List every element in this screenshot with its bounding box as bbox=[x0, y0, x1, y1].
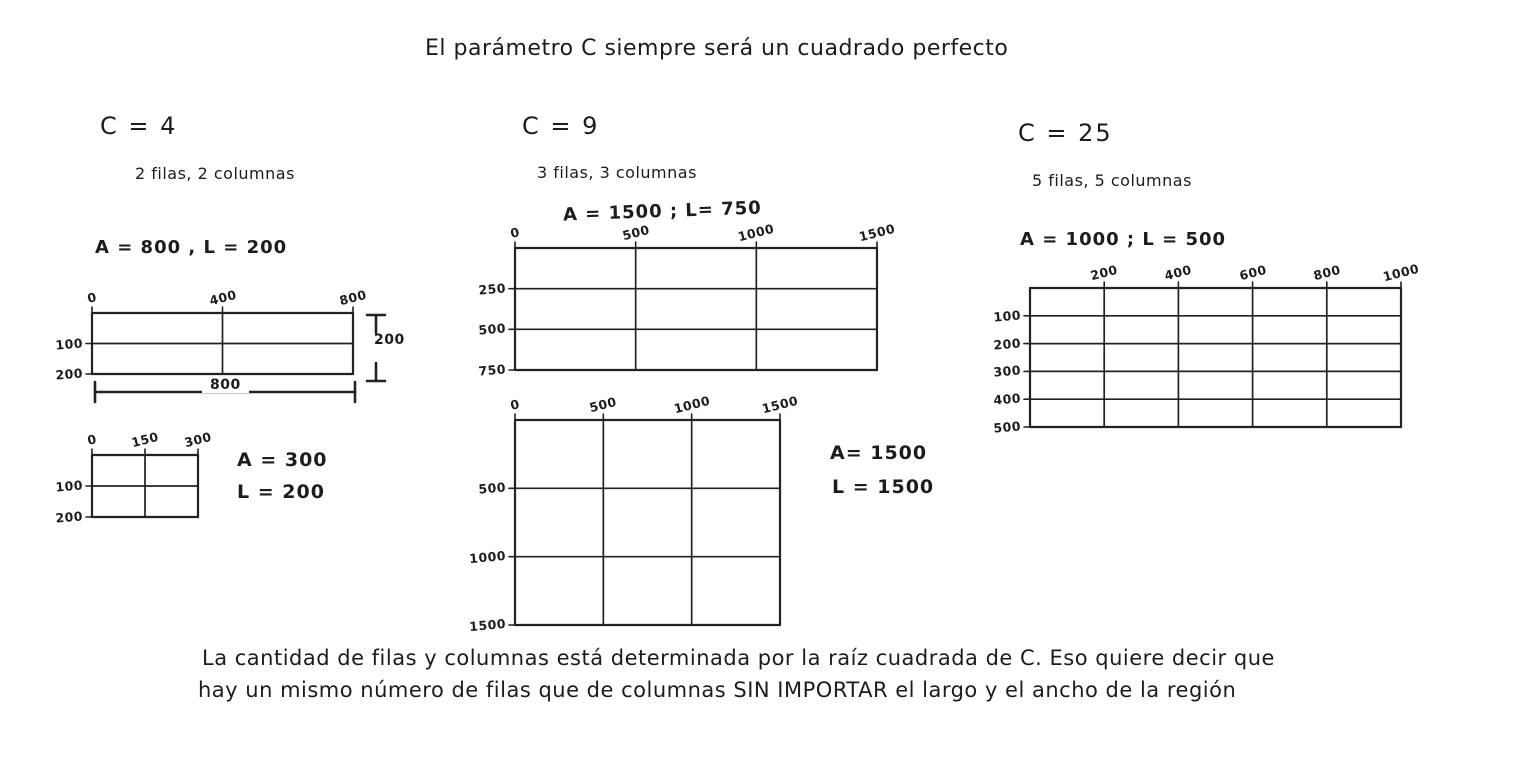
c4-note-length: L = 200 bbox=[237, 481, 325, 503]
height-brace-label: 200 bbox=[374, 332, 405, 348]
section-c4-subheading: 2 filas, 2 columnas bbox=[135, 164, 295, 183]
y-tick-label: 200 bbox=[54, 365, 84, 383]
grid-lines bbox=[506, 411, 789, 634]
section-c25-subheading: 5 filas, 5 columnas bbox=[1032, 171, 1192, 190]
width-brace-label: 800 bbox=[202, 377, 249, 393]
x-tick-label: 200 bbox=[1088, 261, 1120, 284]
x-tick-label: 0 bbox=[85, 431, 99, 448]
y-tick-label: 500 bbox=[477, 320, 507, 339]
x-tick-label: 300 bbox=[182, 428, 214, 451]
section-c25-params: A = 1000 ; L = 500 bbox=[1020, 229, 1227, 250]
x-tick-label: 1500 bbox=[760, 392, 800, 417]
x-tick-label: 1000 bbox=[1381, 260, 1421, 285]
footer-line-2: hay un mismo número de filas que de columnas SIN IMPORTAR el largo y el ancho de la región bbox=[198, 678, 1237, 702]
footer-line-1: La cantidad de filas y columnas está determinada por la raíz cuadrada de C. Eso quiere decir que bbox=[202, 646, 1275, 670]
y-tick-label: 1500 bbox=[468, 615, 507, 635]
y-tick-label: 1000 bbox=[468, 547, 507, 566]
y-tick-label: 400 bbox=[992, 390, 1022, 408]
x-tick-label: 600 bbox=[1237, 261, 1268, 284]
x-tick-label: 500 bbox=[588, 393, 619, 416]
x-tick-label: 0 bbox=[508, 224, 522, 241]
c9-note-area: A= 1500 bbox=[830, 442, 928, 464]
y-tick-label: 500 bbox=[992, 418, 1022, 436]
x-tick-label: 800 bbox=[337, 286, 369, 309]
y-tick-label: 100 bbox=[54, 477, 84, 495]
x-tick-label: 1500 bbox=[857, 220, 897, 245]
section-c9-params: A = 1500 ; L= 750 bbox=[562, 197, 763, 226]
y-tick-label: 200 bbox=[992, 334, 1022, 353]
section-c9-subheading: 3 filas, 3 columnas bbox=[537, 163, 697, 182]
y-tick-label: 750 bbox=[477, 361, 507, 379]
x-tick-label: 0 bbox=[508, 396, 522, 413]
x-tick-label: 400 bbox=[207, 286, 238, 309]
x-tick-label: 500 bbox=[620, 221, 651, 244]
grid-lines bbox=[1021, 279, 1410, 436]
grid-lines bbox=[83, 304, 362, 383]
c4-note-area: A = 300 bbox=[237, 449, 328, 471]
y-tick-label: 500 bbox=[477, 479, 507, 498]
x-tick-label: 0 bbox=[85, 289, 99, 306]
y-tick-label: 100 bbox=[992, 307, 1022, 325]
grid-lines bbox=[83, 446, 207, 526]
section-c4-params: A = 800 , L = 200 bbox=[95, 237, 288, 258]
x-tick-label: 1000 bbox=[736, 220, 776, 245]
page-title: El parámetro C siempre será un cuadrado perfecto bbox=[425, 36, 1009, 61]
section-c9-heading: C = 9 bbox=[522, 112, 600, 140]
y-tick-label: 250 bbox=[477, 279, 507, 298]
x-tick-label: 1000 bbox=[671, 392, 712, 417]
section-c25-heading: C = 25 bbox=[1018, 119, 1113, 147]
x-tick-label: 150 bbox=[129, 428, 161, 451]
c9-note-length: L = 1500 bbox=[832, 476, 935, 498]
y-tick-label: 100 bbox=[54, 334, 84, 353]
section-c4-heading: C = 4 bbox=[100, 112, 178, 140]
y-tick-label: 200 bbox=[54, 508, 84, 526]
x-tick-label: 400 bbox=[1163, 261, 1194, 284]
x-tick-label: 800 bbox=[1311, 261, 1342, 284]
grid-lines bbox=[506, 239, 886, 379]
height-brace bbox=[360, 306, 392, 392]
y-tick-label: 300 bbox=[992, 362, 1022, 381]
